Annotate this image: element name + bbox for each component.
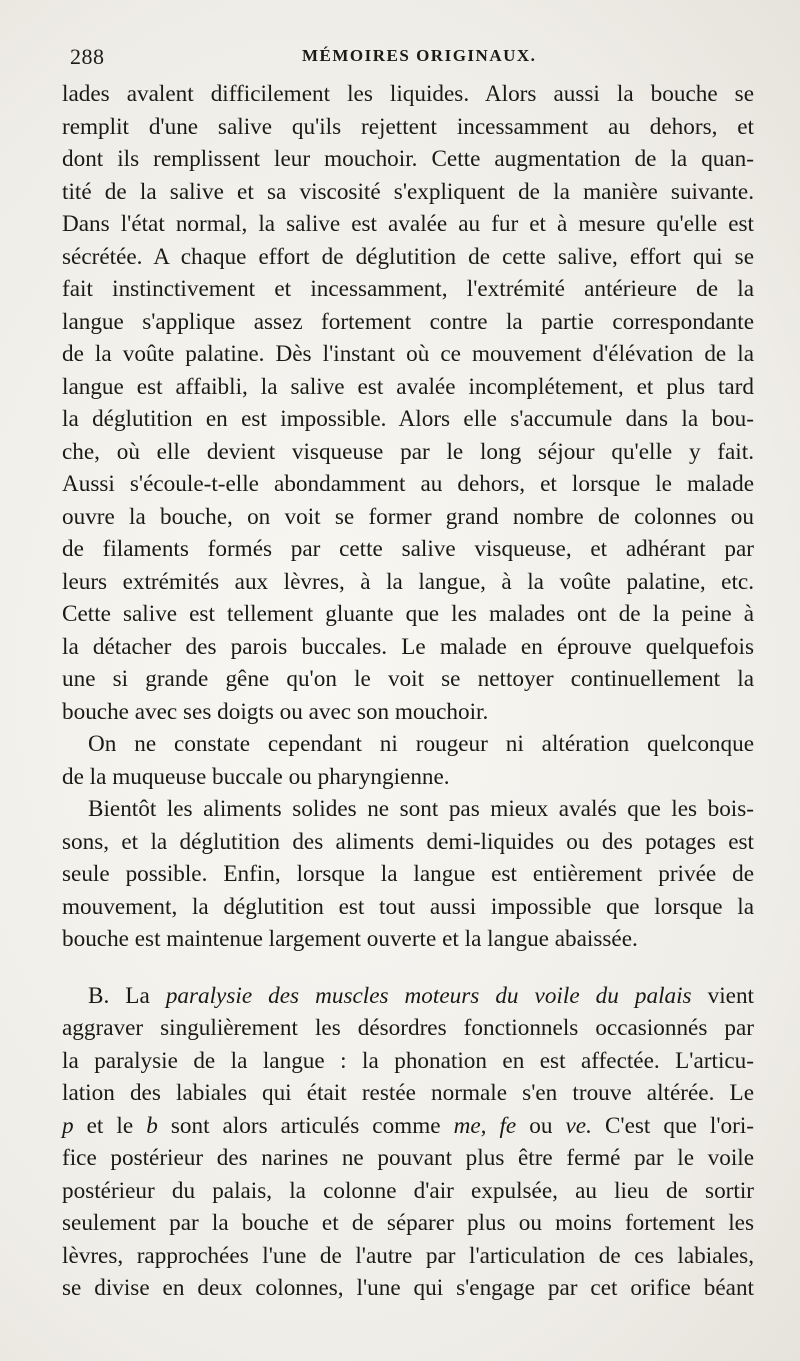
body-text — [62, 78, 754, 1305]
text-line: Aussi s'écoule-t-elle abondamment au dehors, et lorsque le malade — [62, 471, 754, 497]
section-title-italic: paralysie des muscles moteurs du voile du palais — [165, 982, 692, 1009]
text-line: bouche avec ses doigts ou avec son mouchoir. — [62, 698, 489, 725]
text-run: C'est que l'ori- — [591, 1112, 755, 1139]
text-line: la détacher des parois buccales. Le malade en éprouve quelquefois — [62, 633, 754, 660]
text-line: mouvement, la déglutition est tout aussi impossible que lorsque la — [62, 893, 754, 920]
text-run: et le — [73, 1112, 147, 1139]
section-lead: B. La — [88, 982, 166, 1009]
text-line: Bientôt les aliments solides ne sont pas mieux avalés que les bois- — [88, 796, 754, 822]
running-head: MÉMOIRES ORIGINAUX. — [302, 46, 537, 65]
italic-p: p — [62, 1112, 74, 1139]
paragraph-1 — [62, 78, 754, 728]
text-line: fice postérieur des narines ne pouvant plus être fermé par le voile — [62, 1145, 754, 1171]
page-number: 288 — [70, 44, 105, 69]
text-line: Cette salive est tellement gluante que les malades ont de la peine à — [62, 601, 754, 627]
text-line: seulement par la bouche et de séparer plus ou moins fortement les — [62, 1210, 754, 1236]
text-line: lèvres, rapprochées l'une de l'autre par l'articulation de ces labiales, — [62, 1242, 754, 1269]
text-line: de filaments formés par cette salive visqueuse, et adhérant par — [62, 536, 754, 562]
text-line: remplit d'une salive qu'ils rejettent incessamment au dehors, et — [62, 113, 754, 140]
italic-ve: ve. — [565, 1112, 592, 1139]
text-line: la paralysie de la langue : la phonation en est affectée. L'articu- — [62, 1047, 754, 1074]
section-first-line — [62, 980, 754, 1013]
text-line: aggraver singulièrement les désordres fonctionnels occasionnés par — [62, 1015, 754, 1041]
text-line: tité de la salive et sa viscosité s'expliquent de la manière suivante. — [62, 178, 754, 205]
italic-me-fe: me, fe — [453, 1112, 517, 1139]
text-line: postérieur du palais, la colonne d'air expulsée, au lieu de sortir — [62, 1177, 754, 1204]
text-line: fait instinctivement et incessamment, l'extrémité antérieure de la — [62, 276, 754, 302]
text-line: ouvre la bouche, on voit se former grand nombre de colonnes ou — [62, 503, 754, 530]
text-line: la déglutition en est impossible. Alors elle s'accumule dans la bou- — [62, 406, 754, 432]
text-line: sons, et la déglutition des aliments demi-liquides ou des potages est — [62, 828, 754, 855]
text-line: de la voûte palatine. Dès l'instant où ce mouvement d'élévation de la — [62, 341, 754, 367]
text-line: lation des labiales qui était restée normale s'en trouve altérée. Le — [62, 1080, 754, 1106]
section-trail: vient — [691, 982, 754, 1009]
text-run: ou — [516, 1112, 566, 1139]
paragraph-3 — [62, 793, 754, 956]
text-line: leurs extrémités aux lèvres, à la langue, à la voûte palatine, etc. — [62, 568, 754, 595]
italic-b: b — [146, 1112, 158, 1139]
text-line-mixed — [62, 1110, 754, 1143]
paragraph-4 — [62, 980, 754, 1305]
text-run: sont alors articulés comme — [157, 1112, 454, 1139]
text-line: seule possible. Enfin, lorsque la langue est entièrement privée de — [62, 861, 754, 887]
text-line: dont ils remplissent leur mouchoir. Cette augmentation de la quan- — [62, 146, 754, 172]
text-line: sécrétée. A chaque effort de déglutition de cette salive, effort qui se — [62, 243, 754, 270]
text-line: bouche est maintenue largement ouverte et la langue abaissée. — [62, 926, 638, 952]
text-line: de la muqueuse buccale ou pharyngienne. — [62, 763, 450, 790]
text-line: Dans l'état normal, la salive est avalée au fur et à mesure qu'elle est — [62, 211, 754, 237]
text-line: On ne constate cependant ni rougeur ni altération quelconque — [88, 731, 754, 757]
text-line: lades avalent difficilement les liquides. Alors aussi la bouche se — [62, 81, 754, 107]
text-line: langue s'applique assez fortement contre la partie correspondante — [62, 308, 754, 335]
text-line: che, où elle devient visqueuse par le long séjour qu'elle y fait. — [62, 438, 754, 465]
text-line: une si grande gêne qu'on le voit se nettoyer continuellement la — [62, 666, 754, 692]
text-line: se divise en deux colonnes, l'une qui s'engage par cet orifice béant — [62, 1275, 754, 1301]
text-line: langue est affaibli, la salive est avalée incomplétement, et plus tard — [62, 373, 754, 400]
page-header — [62, 44, 742, 78]
paragraph-2 — [62, 728, 754, 793]
